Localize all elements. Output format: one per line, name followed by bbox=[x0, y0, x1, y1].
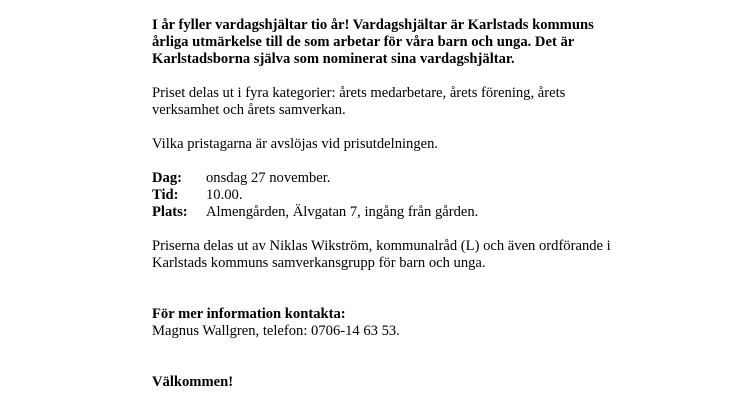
event-time-label: Tid: bbox=[152, 187, 179, 203]
event-day-value: onsdag 27 november. bbox=[206, 170, 331, 186]
contact-block bbox=[152, 306, 632, 340]
event-day-row bbox=[152, 170, 632, 187]
event-place-value: Almengården, Älvgatan 7, ingång från gården. bbox=[206, 204, 479, 220]
presenter-paragraph: Priserna delas ut av Niklas Wikström, kommunalråd (L) och även ordförande i Karlstads kommuns samverkansgrupp för barn och unga. bbox=[152, 238, 611, 271]
reveal-paragraph: Vilka pristagarna är avslöjas vid prisutdelningen. bbox=[152, 136, 439, 152]
contact-heading: För mer information kontakta: bbox=[152, 306, 346, 322]
intro-paragraph: I år fyller vardagshjältar tio år! Vardagshjältar är Karlstads kommuns årliga utmärkelse till de som arbetar för våra barn och unga. Det är Karlstadsborna själva som nominerat sina vardagshjältar. bbox=[152, 17, 594, 67]
categories-paragraph: Priset delas ut i fyra kategorier: årets medarbetare, årets förening, årets verksamhet och årets samverkan. bbox=[152, 85, 566, 118]
event-details bbox=[152, 170, 632, 221]
press-release bbox=[152, 17, 632, 391]
event-day-label: Dag: bbox=[152, 170, 182, 186]
event-place-label: Plats: bbox=[152, 204, 188, 220]
event-place-row bbox=[152, 204, 632, 221]
event-time-value: 10.00. bbox=[206, 187, 243, 203]
contact-line: Magnus Wallgren, telefon: 0706-14 63 53. bbox=[152, 323, 400, 339]
welcome-text: Välkommen! bbox=[152, 374, 234, 390]
event-time-row bbox=[152, 187, 632, 204]
